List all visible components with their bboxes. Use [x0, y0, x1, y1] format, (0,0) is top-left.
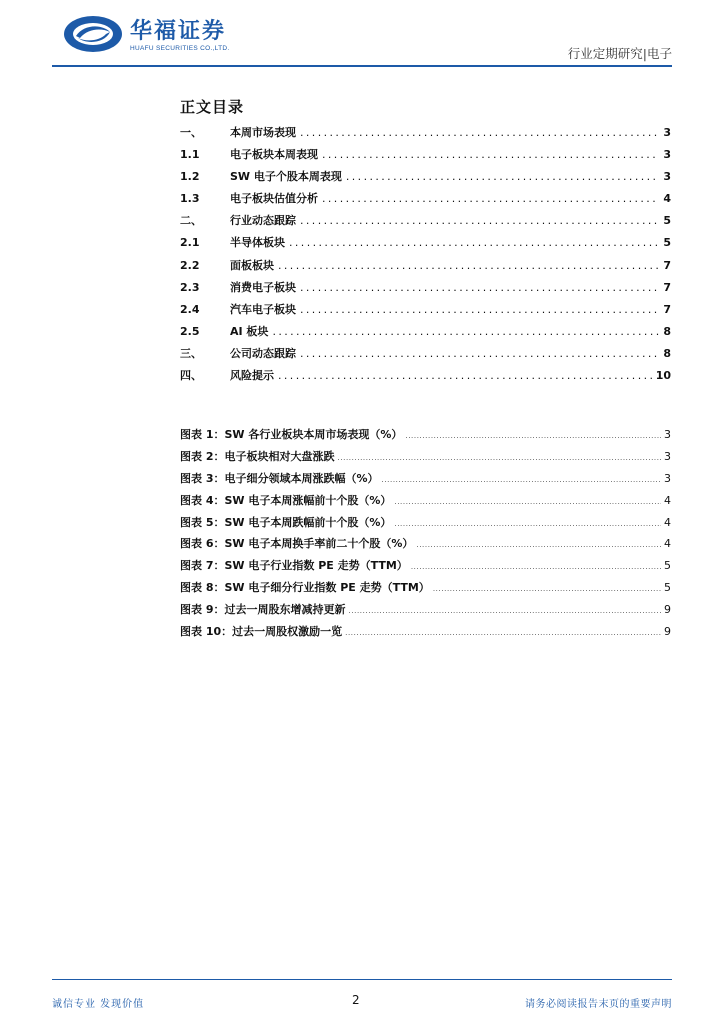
figure-entry-title: 图表 5：SW 电子本周跌幅前十个股（%）	[180, 515, 392, 529]
toc-entry-number: 2.4	[180, 302, 200, 316]
footer-disclaimer: 请务必阅读报告末页的重要声明	[525, 999, 672, 1010]
toc-entry[interactable]	[180, 146, 671, 168]
figure-leader-dots	[394, 498, 661, 506]
toc-entry-title: 消费电子板块	[230, 280, 296, 294]
toc-entry-title: 公司动态跟踪	[230, 346, 296, 360]
figure-entry[interactable]	[180, 470, 671, 492]
toc-entry[interactable]	[180, 367, 671, 389]
toc-leader-dots	[322, 148, 659, 161]
header-divider-accent	[52, 65, 408, 67]
toc-leader-dots	[300, 126, 659, 139]
toc-entry-title: 半导体板块	[230, 236, 285, 250]
toc-entry-page: 8	[663, 324, 671, 338]
footer-divider	[52, 979, 672, 980]
figure-list	[180, 426, 671, 645]
report-category: 行业定期研究|电子	[567, 46, 672, 61]
figure-leader-dots	[382, 476, 661, 484]
figure-entry-page: 3	[664, 449, 671, 463]
toc-leader-dots	[300, 214, 659, 227]
toc-entry[interactable]	[180, 323, 671, 345]
toc-entry-page: 10	[655, 369, 671, 383]
toc-leader-dots	[322, 192, 659, 205]
toc-entry-page: 7	[663, 280, 671, 294]
toc-entry-title: 电子板块本周表现	[230, 148, 318, 162]
figure-entry[interactable]	[180, 514, 671, 536]
toc-title: 正文目录	[180, 98, 245, 116]
figure-entry-page: 3	[664, 471, 671, 485]
toc-entry-number: 2.5	[180, 324, 200, 338]
figure-entry-title: 图表 9：过去一周股东增减持更新	[180, 603, 346, 617]
figure-leader-dots	[433, 585, 661, 593]
figure-entry-page: 4	[664, 537, 671, 551]
toc-entry-page: 4	[663, 192, 671, 206]
figure-entry[interactable]	[180, 426, 671, 448]
figure-entry[interactable]	[180, 535, 671, 557]
figure-entry[interactable]	[180, 623, 671, 645]
figure-entry[interactable]	[180, 492, 671, 514]
toc-entry-number: 一、	[180, 126, 202, 139]
toc-entry-title: 面板板块	[230, 258, 274, 272]
toc-entry-number: 1.2	[180, 170, 200, 184]
toc-entry-page: 5	[663, 236, 671, 250]
toc-leader-dots	[346, 170, 659, 183]
figure-leader-dots	[405, 432, 661, 440]
footer-slogan: 诚信专业 发现价值	[52, 999, 145, 1010]
toc-entry-page: 7	[663, 302, 671, 316]
toc-entry[interactable]	[180, 279, 671, 301]
toc-entry-title: 电子板块估值分析	[230, 192, 318, 206]
figure-entry-page: 4	[664, 515, 671, 529]
toc-entry-number: 三、	[180, 346, 202, 360]
toc-entry-title: AI 板块	[230, 324, 269, 338]
figure-entry-page: 9	[664, 603, 671, 617]
figure-leader-dots	[416, 541, 661, 549]
toc-leader-dots	[278, 369, 652, 382]
figure-leader-dots	[348, 607, 661, 615]
toc-entry-number: 四、	[180, 369, 202, 383]
toc-entry[interactable]	[180, 168, 671, 190]
toc-entry-page: 3	[663, 126, 671, 139]
toc-entry-page: 7	[663, 258, 671, 272]
company-logo-icon	[62, 14, 124, 54]
toc-entry[interactable]	[180, 124, 671, 146]
figure-entry-title: 图表 1：SW 各行业板块本周市场表现（%）	[180, 428, 403, 441]
toc-entry[interactable]	[180, 212, 671, 234]
toc-entry-page: 8	[663, 346, 671, 360]
toc-leader-dots	[300, 303, 659, 316]
toc-list	[180, 124, 671, 389]
toc-entry-title: SW 电子个股本周表现	[230, 170, 342, 184]
toc-leader-dots	[272, 325, 659, 338]
toc-entry-page: 3	[663, 170, 671, 184]
toc-entry[interactable]	[180, 234, 671, 256]
toc-entry-title: 风险提示	[230, 369, 274, 383]
toc-leader-dots	[300, 347, 659, 360]
toc-entry-page: 3	[663, 148, 671, 162]
page-number: 2	[352, 993, 360, 1007]
toc-entry-number: 1.1	[180, 148, 200, 162]
toc-leader-dots	[278, 259, 659, 272]
toc-entry-title: 行业动态跟踪	[230, 214, 296, 228]
toc-entry-number: 2.2	[180, 258, 200, 272]
figure-entry-page: 3	[664, 428, 671, 441]
figure-entry[interactable]	[180, 579, 671, 601]
figure-entry-title: 图表 10：过去一周股权激励一览	[180, 625, 343, 639]
toc-entry[interactable]	[180, 345, 671, 367]
figure-entry[interactable]	[180, 557, 671, 579]
figure-leader-dots	[411, 563, 661, 571]
company-name: 华福证券	[130, 18, 227, 44]
toc-entry[interactable]	[180, 190, 671, 212]
figure-leader-dots	[337, 454, 661, 462]
toc-entry-number: 二、	[180, 214, 202, 228]
figure-entry-page: 9	[664, 625, 671, 639]
figure-entry-title: 图表 8：SW 电子细分行业指数 PE 走势（TTM）	[180, 581, 430, 595]
figure-entry[interactable]	[180, 448, 671, 470]
toc-leader-dots	[300, 281, 659, 294]
figure-entry-title: 图表 6：SW 电子本周换手率前二十个股（%）	[180, 537, 414, 551]
figure-entry-title: 图表 2：电子板块相对大盘涨跌	[180, 449, 335, 463]
figure-entry-title: 图表 4：SW 电子本周涨幅前十个股（%）	[180, 493, 392, 507]
toc-entry-number: 2.1	[180, 236, 200, 250]
figure-leader-dots	[394, 520, 661, 528]
toc-entry[interactable]	[180, 301, 671, 323]
figure-entry-title: 图表 7：SW 电子行业指数 PE 走势（TTM）	[180, 559, 408, 573]
toc-entry-title: 本周市场表现	[230, 126, 296, 139]
toc-entry-page: 5	[663, 214, 671, 228]
toc-entry-title: 汽车电子板块	[230, 302, 296, 316]
figure-entry-page: 5	[664, 559, 671, 573]
company-english-name: HUAFU SECURITIES CO.,LTD.	[130, 45, 230, 52]
toc-entry-number: 1.3	[180, 192, 200, 206]
toc-entry[interactable]	[180, 257, 671, 279]
figure-entry-page: 4	[664, 493, 671, 507]
toc-entry-number: 2.3	[180, 280, 200, 294]
figure-leader-dots	[345, 629, 661, 637]
figure-entry[interactable]	[180, 601, 671, 623]
figure-entry-page: 5	[664, 581, 671, 595]
toc-leader-dots	[289, 236, 659, 249]
figure-entry-title: 图表 3：电子细分领域本周涨跌幅（%）	[180, 471, 379, 485]
